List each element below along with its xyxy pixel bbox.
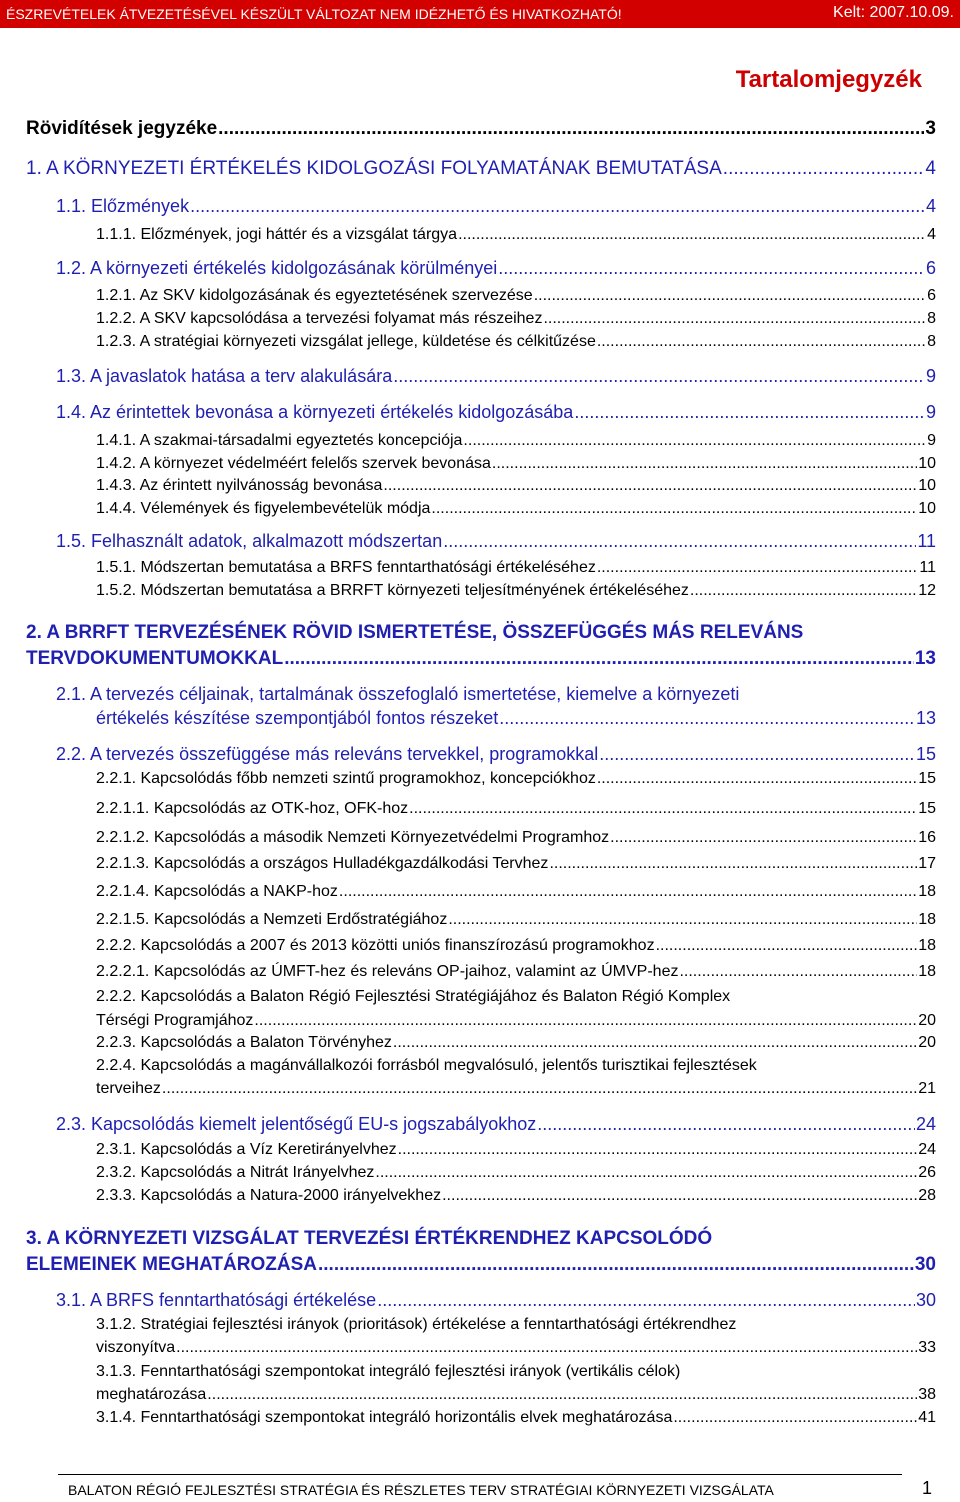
toc-entry[interactable]: 3.1.2. Stratégiai fejlesztési irányok (prioritások) értékelése a fenntarthatósági értékrendhez <box>96 1316 737 1333</box>
toc-entry[interactable] <box>96 1187 936 1205</box>
dot-leader <box>679 963 917 981</box>
toc-entry-title: 2.3.3. Kapcsolódás a Natura-2000 irányelvekhez <box>96 1187 442 1204</box>
toc-entry[interactable] <box>96 559 936 577</box>
toc-entry-page: 13 <box>914 648 936 669</box>
toc-entry-page: 24 <box>915 1114 936 1134</box>
toc-entry-title: 2.2.3. Kapcsolódás a Balaton Törvényhez <box>96 1034 392 1051</box>
dot-leader <box>597 770 917 788</box>
toc-entry[interactable] <box>96 1080 936 1098</box>
toc-entry[interactable] <box>56 258 936 279</box>
toc-entry[interactable] <box>96 500 936 518</box>
toc-entry[interactable] <box>56 1114 936 1135</box>
toc-entry-page: 4 <box>925 196 936 216</box>
toc-entry[interactable] <box>96 333 936 351</box>
dot-leader <box>383 477 917 495</box>
dot-leader <box>284 648 914 670</box>
footer-title: BALATON RÉGIÓ FEJLESZTÉSI STRATÉGIA ÉS RÉSZLETES TERV STRATÉGIAI KÖRNYEZETI VIZSGÁLATA <box>68 1482 774 1498</box>
dot-leader <box>492 455 917 473</box>
dot-leader <box>218 118 924 140</box>
toc-entry-title: ELEMEINEK MEGHATÁROZÁSA <box>26 1254 317 1275</box>
toc-entry-page: 4 <box>925 158 936 179</box>
toc-title: Tartalomjegyzék <box>735 66 922 93</box>
dot-leader <box>409 800 917 818</box>
toc-entry[interactable] <box>26 118 936 140</box>
toc-entry-page: 20 <box>918 1012 936 1029</box>
toc-entry-page: 24 <box>918 1141 936 1158</box>
dot-leader <box>610 829 917 847</box>
toc-entry-page: 8 <box>927 333 936 350</box>
toc-entry[interactable] <box>96 911 936 929</box>
toc-entry-page: 9 <box>925 366 936 386</box>
toc-entry[interactable]: 3. A KÖRNYEZETI VIZSGÁLAT TERVEZÉSI ÉRTÉKRENDHEZ KAPCSOLÓDÓ <box>26 1228 713 1249</box>
dot-leader <box>499 708 915 729</box>
toc-entry-page: 26 <box>918 1164 936 1181</box>
dot-leader <box>597 559 919 577</box>
toc-entry-page: 4 <box>927 226 936 243</box>
dot-leader <box>176 1339 917 1357</box>
toc-entry-title: 1.2. A környezeti értékelés kidolgozásának körülményei <box>56 258 498 278</box>
dot-leader <box>393 366 925 387</box>
toc-entry-title: 1.1.1. Előzmények, jogi háttér és a vizsgálat tárgya <box>96 226 458 243</box>
toc-entry-page: 16 <box>918 829 936 846</box>
toc-entry[interactable]: 3.1.3. Fenntarthatósági szempontokat integráló fejlesztési irányok (vertikális célok) <box>96 1363 681 1380</box>
toc-entry-title: 2.2.2. Kapcsolódás a 2007 és 2013 közötti uniós finanszírozású programokhoz <box>96 937 655 954</box>
dot-leader <box>254 1012 917 1030</box>
toc-entry-title: 2.3.1. Kapcsolódás a Víz Keretirányelvhez <box>96 1141 397 1158</box>
dot-leader <box>549 855 917 873</box>
dot-leader <box>431 500 917 518</box>
dot-leader <box>162 1080 917 1098</box>
toc-entry-page: 10 <box>918 477 936 494</box>
dot-leader <box>498 258 925 279</box>
toc-entry-title: 2.2.1.2. Kapcsolódás a második Nemzeti Környezetvédelmi Programhoz <box>96 829 610 846</box>
toc-entry-title: Térségi Programjához <box>96 1012 254 1029</box>
dot-leader <box>207 1386 917 1404</box>
toc-entry-page: 18 <box>918 911 936 928</box>
toc-entry-page: 28 <box>918 1187 936 1204</box>
dot-leader <box>534 287 926 305</box>
dot-leader <box>398 1141 918 1159</box>
document-date: Kelt: 2007.10.09. <box>833 4 954 21</box>
toc-entry-title: 1.5. Felhasznált adatok, alkalmazott módszertan <box>56 531 443 551</box>
toc-entry-page: 41 <box>918 1409 936 1426</box>
toc-entry-title: viszonyítva <box>96 1339 176 1356</box>
dot-leader <box>599 744 915 765</box>
dot-leader <box>574 402 925 423</box>
toc-entry[interactable]: 2. A BRRFT TERVEZÉSÉNEK RÖVID ISMERTETÉSE, ÖSSZEFÜGGÉS MÁS RELEVÁNS <box>26 622 804 643</box>
dot-leader <box>377 1290 915 1311</box>
toc-entry-page: 6 <box>925 258 936 278</box>
toc-entry[interactable] <box>26 1254 936 1276</box>
toc-entry-page: 13 <box>915 708 936 728</box>
dot-leader <box>393 1034 917 1052</box>
draft-notice: ÉSZREVÉTELEK ÁTVEZETÉSÉVEL KÉSZÜLT VÁLTOZAT NEM IDÉZHETŐ ÉS HIVATKOZHATÓ! <box>6 6 622 22</box>
toc-entry-page: 18 <box>918 937 936 954</box>
page-number: 1 <box>921 1478 932 1498</box>
dot-leader <box>375 1164 917 1182</box>
toc-entry-title: 1. A KÖRNYEZETI ÉRTÉKELÉS KIDOLGOZÁSI FOLYAMATÁNAK BEMUTATÁSA <box>26 158 722 179</box>
dot-leader <box>442 1187 917 1205</box>
dot-leader <box>190 196 925 217</box>
toc-entry[interactable] <box>56 531 936 552</box>
dot-leader <box>443 531 916 552</box>
toc-entry-title: 2.2.1. Kapcsolódás főbb nemzeti szintű programokhoz, koncepciókhoz <box>96 770 596 787</box>
toc-entry-title: 1.1. Előzmények <box>56 196 190 216</box>
toc-entry[interactable] <box>96 582 936 600</box>
toc-entry-page: 15 <box>918 800 936 817</box>
toc-entry[interactable] <box>56 196 936 217</box>
toc-entry-title: 2.2.1.1. Kapcsolódás az OTK-hoz, OFK-hoz <box>96 800 409 817</box>
toc-entry-title: 1.4. Az érintettek bevonása a környezeti értékelés kidolgozásába <box>56 402 574 422</box>
toc-entry-title: 1.2.3. A stratégiai környezeti vizsgálat jellege, küldetése és célkitűzése <box>96 333 596 350</box>
toc-entry[interactable] <box>96 226 936 244</box>
toc-entry[interactable] <box>96 829 936 847</box>
toc-entry-page: 17 <box>918 855 936 872</box>
toc-entry-page: 15 <box>918 770 936 787</box>
toc-entry-title: 3.1. A BRFS fenntarthatósági értékelése <box>56 1290 377 1310</box>
toc-entry-page: 38 <box>918 1386 936 1403</box>
header-bar <box>0 0 960 28</box>
toc-entry[interactable] <box>96 310 936 328</box>
toc-entry[interactable] <box>56 1290 936 1311</box>
dot-leader <box>597 333 926 351</box>
toc-entry-title: 2.3.2. Kapcsolódás a Nitrát Irányelvhez <box>96 1164 375 1181</box>
toc-entry-title: 3.1.4. Fenntarthatósági szempontokat integráló horizontális elvek meghatározása <box>96 1409 673 1426</box>
toc-entry-page: 21 <box>918 1080 936 1097</box>
toc-entry-title: 1.4.1. A szakmai-társadalmi egyeztetés koncepciója <box>96 432 463 449</box>
dot-leader <box>339 883 917 901</box>
toc-entry-page: 9 <box>927 432 936 449</box>
toc-entry[interactable] <box>96 770 936 788</box>
toc-entry[interactable] <box>56 402 936 423</box>
toc-entry-page: 10 <box>918 500 936 517</box>
toc-entry-title: 1.5.1. Módszertan bemutatása a BRFS fenntarthatósági értékeléséhez <box>96 559 596 576</box>
toc-entry[interactable] <box>96 1164 936 1182</box>
dot-leader <box>690 582 917 600</box>
toc-entry-title: 1.2.2. A SKV kapcsolódása a tervezési folyamat más részeihez <box>96 310 543 327</box>
toc-entry[interactable] <box>96 800 936 818</box>
toc-entry-page: 15 <box>915 744 936 764</box>
toc-entry-page: 33 <box>918 1339 936 1356</box>
toc-entry-page: 20 <box>918 1034 936 1051</box>
toc-entry[interactable] <box>96 1339 936 1357</box>
toc-entry[interactable] <box>96 883 936 901</box>
toc-entry-page: 12 <box>918 582 936 599</box>
toc-entry-page: 18 <box>918 963 936 980</box>
toc-entry-page: 11 <box>917 531 936 551</box>
toc-entry[interactable]: 2.2.4. Kapcsolódás a magánvállalkozói forrásból megvalósuló, jelentős turisztikai fejlesztések <box>96 1057 757 1074</box>
toc-entry[interactable] <box>96 455 936 473</box>
dot-leader <box>723 158 925 180</box>
toc-entry[interactable] <box>96 855 936 873</box>
toc-entry[interactable] <box>26 158 936 180</box>
toc-entry-title: 2.2. A tervezés összefüggése más releváns tervekkel, programokkal <box>56 744 599 764</box>
toc-entry-title: 2.2.2.1. Kapcsolódás az ÚMFT-hez és releváns OP-jaihoz, valamint az ÚMVP-hez <box>96 963 679 980</box>
toc-entry-title: 1.5.2. Módszertan bemutatása a BRRFT környezeti teljesítményének értékeléséhez <box>96 582 689 599</box>
toc-entry-title: 2.2.1.3. Kapcsolódás a országos Hulladékgazdálkodási Tervhez <box>96 855 549 872</box>
toc-entry-title: 1.4.4. Vélemények és figyelembevételük módja <box>96 500 431 517</box>
toc-entry-title: 1.4.3. Az érintett nyilvánosság bevonása <box>96 477 383 494</box>
toc-entry[interactable] <box>96 432 936 450</box>
toc-entry-title: terveihez <box>96 1080 161 1097</box>
toc-entry-title: meghatározása <box>96 1386 207 1403</box>
toc-entry-title: 1.4.2. A környezet védelméért felelős szervek bevonása <box>96 455 491 472</box>
toc-entry-page: 8 <box>927 310 936 327</box>
toc-entry[interactable] <box>96 1012 936 1030</box>
toc-entry[interactable] <box>96 287 936 305</box>
toc-entry-title: 2.2.1.4. Kapcsolódás a NAKP-hoz <box>96 883 338 900</box>
toc-entry-page: 10 <box>918 455 936 472</box>
toc-entry-page: 9 <box>925 402 936 422</box>
toc-entry[interactable] <box>96 708 936 729</box>
toc-entry-page: 30 <box>915 1290 936 1310</box>
footer-divider <box>58 1474 902 1475</box>
toc-entry[interactable] <box>96 1141 936 1159</box>
toc-entry[interactable] <box>56 744 936 765</box>
toc-entry-title: 1.3. A javaslatok hatása a terv alakulására <box>56 366 393 386</box>
toc-entry-title: 2.2.1.5. Kapcsolódás a Nemzeti Erdőstratégiához <box>96 911 448 928</box>
toc-entry-title: 2.3. Kapcsolódás kiemelt jelentőségű EU-s jogszabályokhoz <box>56 1114 537 1134</box>
toc-entry-title: TERVDOKUMENTUMOKKAL <box>26 648 284 669</box>
toc-entry[interactable] <box>26 648 936 670</box>
toc-entry-page: 18 <box>918 883 936 900</box>
dot-leader <box>537 1114 915 1135</box>
toc-entry[interactable] <box>96 937 936 955</box>
dot-leader <box>543 310 926 328</box>
toc-entry-title: Rövidítések jegyzéke <box>26 118 218 139</box>
toc-entry[interactable] <box>96 1386 936 1404</box>
dot-leader <box>673 1409 917 1427</box>
dot-leader <box>463 432 926 450</box>
dot-leader <box>656 937 918 955</box>
dot-leader <box>448 911 917 929</box>
toc-entry[interactable] <box>56 366 936 387</box>
toc-entry-page: 30 <box>914 1254 936 1275</box>
toc-entry[interactable] <box>96 477 936 495</box>
toc-entry-title: értékelés készítése szempontjából fontos részeket <box>96 708 499 728</box>
toc-entry[interactable]: 2.1. A tervezés céljainak, tartalmának összefoglaló ismertetése, kiemelve a környezeti <box>56 684 740 704</box>
toc-entry[interactable] <box>96 963 936 981</box>
toc-entry-page: 11 <box>919 559 936 576</box>
dot-leader <box>318 1254 914 1276</box>
toc-entry[interactable] <box>96 1409 936 1427</box>
toc-entry[interactable] <box>96 1034 936 1052</box>
toc-entry-page: 6 <box>927 287 936 304</box>
toc-entry-page: 3 <box>925 118 936 139</box>
toc-entry[interactable]: 2.2.2. Kapcsolódás a Balaton Régió Fejlesztési Stratégiájához és Balaton Régió Komplex <box>96 988 731 1005</box>
toc-entry-title: 1.2.1. Az SKV kidolgozásának és egyeztetésének szervezése <box>96 287 533 304</box>
dot-leader <box>458 226 926 244</box>
